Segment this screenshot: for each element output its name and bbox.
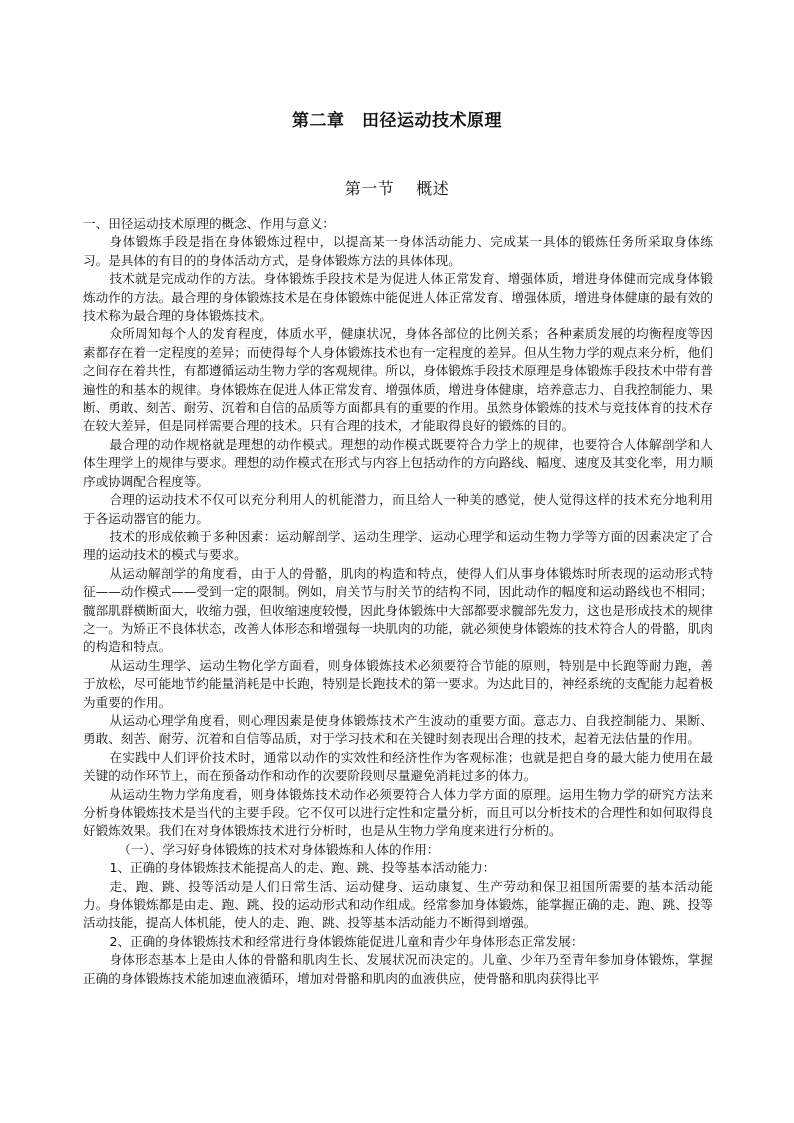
chapter-title: 第二章 田径运动技术原理: [292, 111, 502, 131]
paragraph: （一）、学习好身体锻炼的技术对身体锻炼和人体的作用：: [118, 841, 440, 857]
paragraph: 众所周知每个人的发育程度，体质水平，健康状况，身体各部位的比例关系；各种素质发展的均衡程度等因素都存在着一定程度的差异；而使得每个人身体锻炼技术也有一定程度的差异。但从生物力学的观点来分析，他们之间存在着共性，有都遵循运动生物力学的客观规律。所以，身体锻炼手段技术原理是身体锻炼手段技术中带有普遍性的和基本的规律。身体锻炼在促进人体正常发育、增强体质，增进身体健康，培养意志力、自我控制能力、果断、勇敢、刻苦、耐劳、沉着和自信的品质等方面都具有的重要的作用。虽然身体锻炼的技术与竞技体育的技术存在较大差异，但是同样需要合理的技术。只有合理的技术，才能取得良好的锻炼的目的。: [83, 326, 713, 434]
paragraph: 在实践中人们评价技术时，通常以动作的实效性和经济性作为客观标准；也就是把自身的最大能力使用在最关键的动作环节上，而在预备动作和动作的次要阶段则尽量避免消耗过多的体力。: [83, 749, 713, 784]
paragraph: 身体形态基本上是由人体的骨骼和肌肉生长、发展状况而决定的。儿童、少年乃至青年参加身体锻炼，掌握正确的身体锻炼技术能加速血液循环，增加对骨骼和肌肉的血液供应，使骨骼和肌肉获得比平: [83, 952, 713, 986]
paragraph: 从运动心理学角度看，则心理因素是使身体锻炼技术产生波动的重要方面。意志力、自我控制能力、果断、勇敢、刻苦、耐劳、沉着和自信等品质，对于学习技术和在关键时刻表现出合理的技术，起着无法估量的作用。: [83, 712, 713, 747]
paragraph: 走、跑、跳、投等活动是人们日常生活、运动健身、运动康复、生产劳动和保卫祖国所需要的基本活动能力。身体锻炼都是由走、跑、跳、投的运动形式和动作组成。经常参加身体锻炼，能掌握正确的走、跑、跳、投等活动技能，提高人体机能，使人的走、跑、跳、投等基本活动能力不断得到增强。: [83, 878, 713, 931]
paragraph: 最合理的动作规格就是理想的动作模式。理想的动作模式既要符合力学上的规律，也要符合人体解剖学和人体生理学上的规律与要求。理想的动作模式在形式与内容上包括动作的方向路线、幅度、速度及其变化率，用力顺序或协调配合程度等。: [83, 436, 713, 489]
section-title: 第一节 概述: [344, 179, 450, 198]
body-text: [83, 215, 713, 988]
paragraph: 技术就是完成动作的方法。身体锻炼手段技术是为促进人体正常发育、增强体质，增进身体健而完成身体锻炼动作的方法。最合理的身体锻炼技术是在身体锻炼中能促进人体正常发育、增强体质，增进身体健康的最有效的技术称为最合理的身体锻炼技术。: [83, 271, 713, 324]
paragraph: 2、正确的身体锻炼技术和经常进行身体锻炼能促进儿童和青少年身体形态正常发展：: [109, 933, 584, 949]
paragraph: 从运动生理学、运动生物化学方面看，则身体锻炼技术必须要符合节能的原则，特别是中长跑等耐力跑，善于放松，尽可能地节约能量消耗是中长跑，特别是长跑技术的第一要求。为达此目的，神经系统的支配能力起着极为重要的作用。: [83, 657, 713, 710]
paragraph: 合理的运动技术不仅可以充分利用人的机能潜力，而且给人一种美的感觉，使人觉得这样的技术充分地利用于各运动器官的能力。: [83, 492, 713, 526]
paragraph: 技术的形成依赖于多种因素：运动解剖学、运动生理学、运动心理学和运动生物力学等方面的因素决定了合理的运动技术的模式与要求。: [83, 528, 713, 563]
paragraph: 从运动解剖学的角度看，由于人的骨骼，肌肉的构造和特点，使得人们从事身体锻炼时所表现的运动形式特征——动作模式——受到一定的限制。例如，肩关节与肘关节的结构不同，因此动作的幅度和运动路线也不相同；髋部肌群横断面大，收缩力强，但收缩速度较慢，因此身体锻炼中大部都要求髋部先发力，这也是形成技术的规律之一。为矫正不良体状态，改善人体形态和增强每一块肌肉的功能，就必须使身体锻炼的技术符合人的骨骼，肌肉的构造和特点。: [83, 565, 713, 655]
paragraph: 从运动生物力学角度看，则身体锻炼技术动作必须要符合人体力学方面的原理。运用生物力学的研究方法来分析身体锻炼技术是当代的主要手段。它不仅可以进行定性和定量分析，而且可以分析技术的合理性和如何取得良好锻炼效果。我们在对身体锻炼技术进行分析时，也是从生物力学角度来进行分析的。: [83, 786, 713, 839]
paragraph: 一、田径运动技术原理的概念、作用与意义：: [83, 216, 335, 231]
paragraph: 1、正确的身体锻炼技术能提高人的走、跑、跳、投等基本活动能力：: [109, 860, 496, 876]
paragraph: 身体锻炼手段是指在身体锻炼过程中，以提高某一身体活动能力、完成某一具体的锻炼任务所采取身体练习。是具体的有目的的身体活动方式，是身体锻炼方法的具体体现。: [83, 234, 713, 268]
